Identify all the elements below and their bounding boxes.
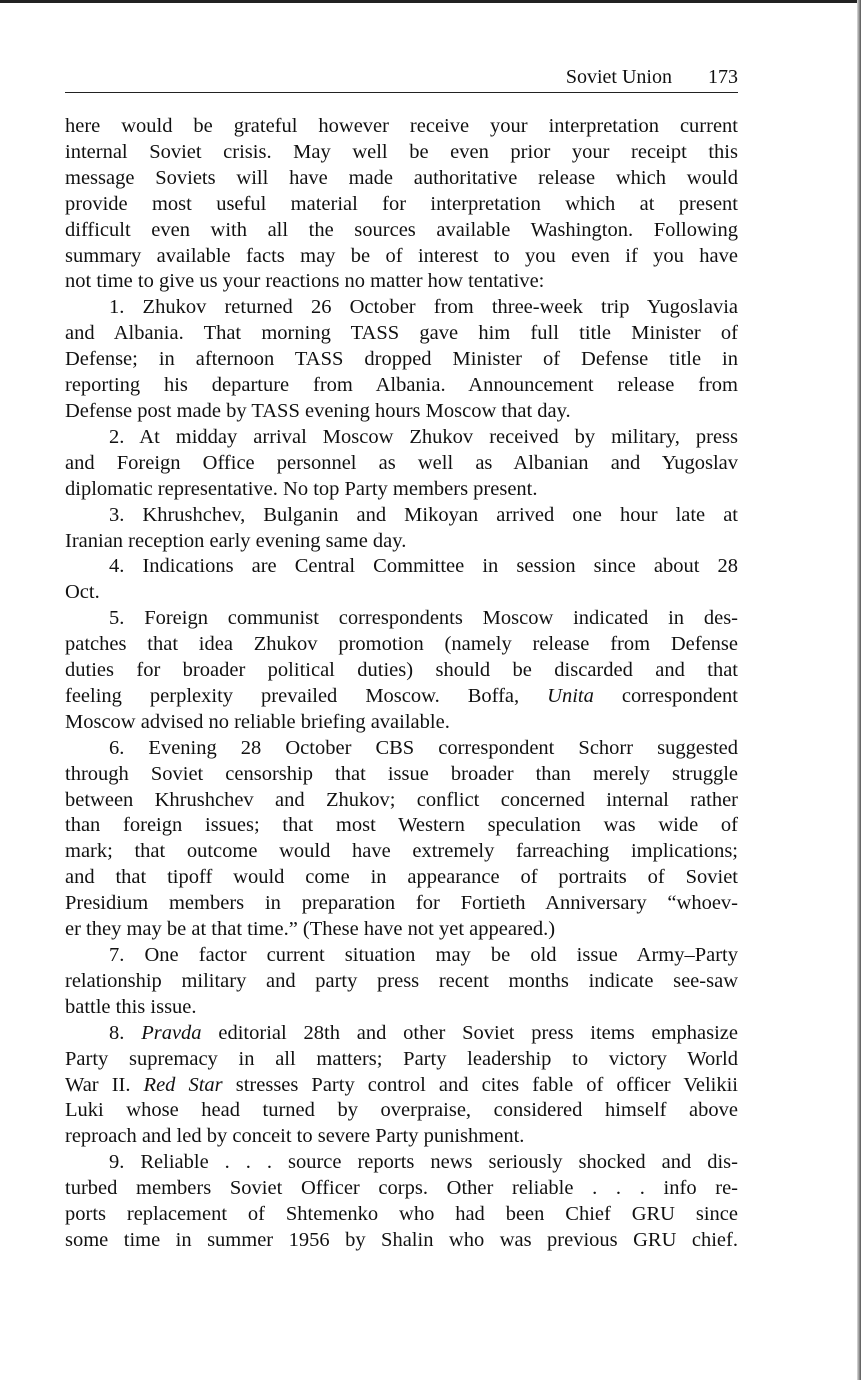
paragraph [65,295,738,425]
text-line: 8. Pravda editorial 28th and other Soviet press items emphasize [109,1021,738,1044]
text-line: Oct. [65,581,100,604]
text-line: Party supremacy in all matters; Party leadership to victory World [65,1047,738,1070]
text-line: ports replacement of Shtemenko who had been Chief GRU since [65,1203,738,1226]
text-line: some time in summer 1956 by Shalin who was previous GRU chief. [65,1228,738,1251]
text-line: War II. Red Star stresses Party control and cites fable of officer Velikii [65,1073,738,1096]
text-line: duties for broader political duties) should be discarded and that [65,659,738,682]
paragraph [65,114,738,295]
text-line: battle this issue. [65,995,197,1018]
text-line: turbed members Soviet Officer corps. Other reliable . . . info re- [65,1177,738,1200]
text-line: Defense post made by TASS evening hours Moscow that day. [65,399,571,422]
text-line: 4. Indications are Central Committee in session since about 28 [109,555,738,578]
text-line: summary available facts may be of interest to you even if you have [65,244,738,267]
page-right-edge [857,0,861,1380]
paragraph [65,736,738,943]
text-line: here would be grateful however receive your interpretation current [65,115,738,137]
text-line: not time to give us your reactions no matter how tentative: [65,270,545,293]
paragraph [65,425,738,503]
text-line: relationship military and party press recent months indicate see-saw [65,969,738,992]
text-line: and Foreign Office personnel as well as Albanian and Yugoslav [65,451,738,474]
text-line: internal Soviet crisis. May well be even prior your receipt this [65,140,738,163]
text-line: Iranian reception early evening same day. [65,529,407,552]
text-line: reporting his departure from Albania. Announcement release from [65,374,738,397]
text-line: feeling perplexity prevailed Moscow. Boffa, Unita correspondent [65,684,739,707]
text-line: 1. Zhukov returned 26 October from three-week trip Yugoslavia [109,296,738,319]
text-line: diplomatic representative. No top Party members present. [65,477,538,500]
text-line: difficult even with all the sources available Washington. Following [65,218,738,241]
text-line: than foreign issues; that most Western speculation was wide of [65,814,738,837]
page-number: 173 [708,66,738,88]
paragraph [65,1021,738,1151]
page-top-edge [0,0,861,3]
text-line: between Khrushchev and Zhukov; conflict concerned internal rather [65,788,738,811]
text-line: Luki whose head turned by overpraise, considered himself above [65,1099,738,1122]
text-line: 2. At midday arrival Moscow Zhukov received by military, press [109,425,738,448]
paragraph [65,606,738,736]
text-line: mark; that outcome would have extremely farreaching implications; [65,840,738,863]
text-line: Presidium members in preparation for Fortieth Anniversary “whoev- [65,892,738,915]
text-line: 9. Reliable . . . source reports news seriously shocked and dis- [109,1151,738,1174]
paragraph [65,943,738,1021]
text-line: 5. Foreign communist correspondents Moscow indicated in des- [109,607,738,630]
text-line: er they may be at that time.” (These have not yet appeared.) [65,918,556,941]
text-line: reproach and led by conceit to severe Party punishment. [65,1125,525,1148]
text-line: and that tipoff would come in appearance of portraits of Soviet [65,866,738,889]
running-header [65,64,738,93]
text-line: message Soviets will have made authoritative release which would [65,166,738,189]
text-line: Moscow advised no reliable briefing available. [65,710,450,733]
text-line: provide most useful material for interpretation which at present [65,192,738,215]
paragraph [65,554,738,606]
section-title: Soviet Union [565,66,672,88]
text-line: 6. Evening 28 October CBS correspondent Schorr suggested [109,736,738,759]
body-text [65,114,738,1254]
text-line: and Albania. That morning TASS gave him full title Minister of [65,322,738,345]
paragraph [65,1150,738,1254]
paragraph [65,503,738,555]
text-line: through Soviet censorship that issue broader than merely struggle [65,762,738,785]
text-line: Defense; in afternoon TASS dropped Minister of Defense title in [65,348,738,371]
text-line: patches that idea Zhukov promotion (namely release from Defense [65,633,738,656]
text-line: 7. One factor current situation may be old issue Army–Party [109,944,738,966]
text-line: 3. Khrushchev, Bulganin and Mikoyan arrived one hour late at [109,503,738,526]
